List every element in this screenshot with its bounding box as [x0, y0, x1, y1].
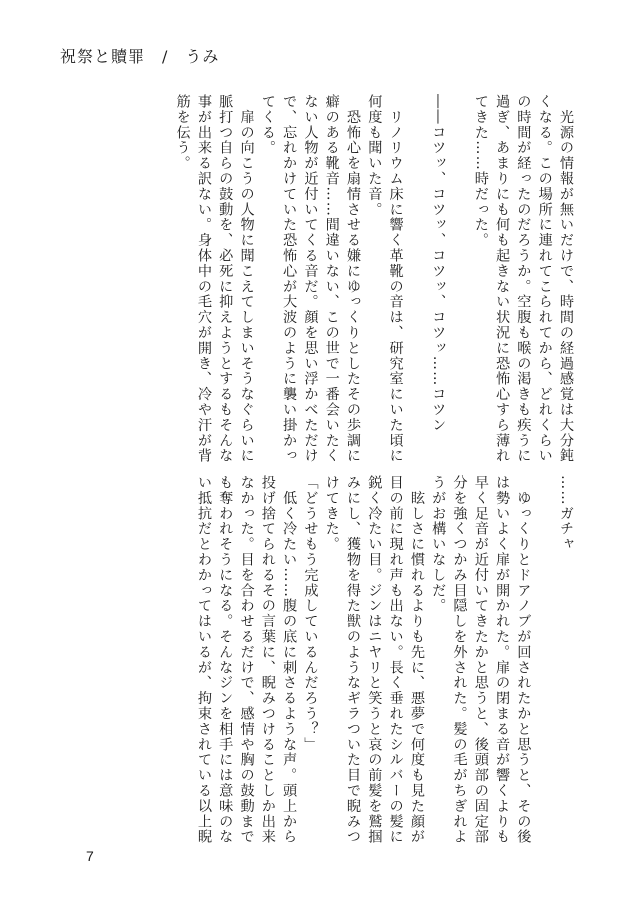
text-line: 脈打つ自らの鼓動を、必死に抑えようとするもそんな [217, 94, 234, 464]
text-line: ゆっくりとドアノブが回されたかと思うと、その後 [515, 475, 532, 845]
text-line: 筋を伝う。 [174, 94, 191, 171]
text-line: けてきた。 [323, 475, 340, 552]
text-line: 鋭く冷たい目。ジンはニヤリと笑うと哀の前髪を鷲掴 [366, 475, 383, 845]
text-line [406, 94, 427, 451]
text-line: 「どうせもう完成しているんだろう？」 [302, 475, 319, 753]
text-line: い抵抗だとわかってはいるが、拘束されている以上睨 [195, 475, 212, 845]
text-line: 眩しさに慣れるよりも先に、悪夢で何度も見た顔が [408, 475, 425, 845]
text-line: 恐怖心を扇情させる嫌にゆっくりとしたその歩調に [345, 94, 362, 464]
text-line: なかった。目を合わせるだけで、感情や胸の鼓動まで [238, 475, 255, 845]
text-line: 事が出来る訳ない。身体中の毛穴が開き、冷や汗が背 [195, 94, 212, 464]
text-block-top [56, 94, 576, 464]
text-line: 早く足音が近付いてきたかと思うと、後頭部の固定部 [472, 475, 489, 845]
text-line: 何度も聞いた音。 [366, 94, 383, 218]
text-line: 投げ捨てられるその言葉に、睨みつけることしか出来 [259, 475, 276, 845]
text-line: 分を強くつかみ目隠しを外された。髪の毛がちぎれよ [451, 475, 468, 845]
text-line: ……ガチャ [558, 475, 574, 552]
text-line: みにし、獲物を得た獣のようなギラついた目で睨みつ [345, 475, 362, 845]
text-line: 低く冷たい……腹の底に刺さるような声。頭上から [281, 475, 298, 845]
text-line: 過ぎ、あまりにも何も起きない状況に恐怖心すら薄れ [494, 94, 511, 464]
text-line: てくる。 [259, 94, 276, 156]
text-line: 光源の情報が無いだけで、時間の経過感覚は大分鈍 [558, 94, 574, 464]
text-line: 目の前に現れ声も出ない。長く垂れたシルバーの髪に [387, 475, 404, 845]
text-line: ――コツッ、コツッ、コツッ、コツッ……コツン [430, 94, 447, 433]
text-line: くなる。この場所に連れてこられてから、どれくらい [536, 94, 553, 464]
running-header: 祝祭と贖罪 / うみ [60, 47, 220, 66]
text-line: 扉の向こうの人物に聞こえてしまいそうなぐらいに [238, 94, 255, 464]
text-block-bottom [56, 475, 576, 845]
text-line [448, 94, 469, 451]
text-line: も奪われそうになる。そんなジンを相手には意味のな [217, 475, 234, 845]
text-line: は勢いよく扉が開かれた。扉の閉まる音が響くよりも [494, 475, 511, 845]
text-line: の時間が経ったのだろうか。空腹も喉の渇きも疾うに [515, 94, 532, 464]
text-line: で、忘れかけていた恐怖心が大波のように襲い掛かっ [281, 94, 298, 464]
text-line: うがお構いなしだ。 [430, 475, 447, 614]
text-line: てきた……時だった。 [472, 94, 489, 248]
text-line [533, 475, 554, 832]
text-line: ない人物が近付いてくる音だ。顔を思い浮かべただけ [302, 94, 319, 464]
text-line: リノリウム床に響く革靴の音は、研究室にいた頃に [387, 94, 404, 464]
page-number: 7 [86, 848, 94, 864]
text-line: 癖のある靴音……間違いない、この世で一番会いたく [323, 94, 340, 464]
